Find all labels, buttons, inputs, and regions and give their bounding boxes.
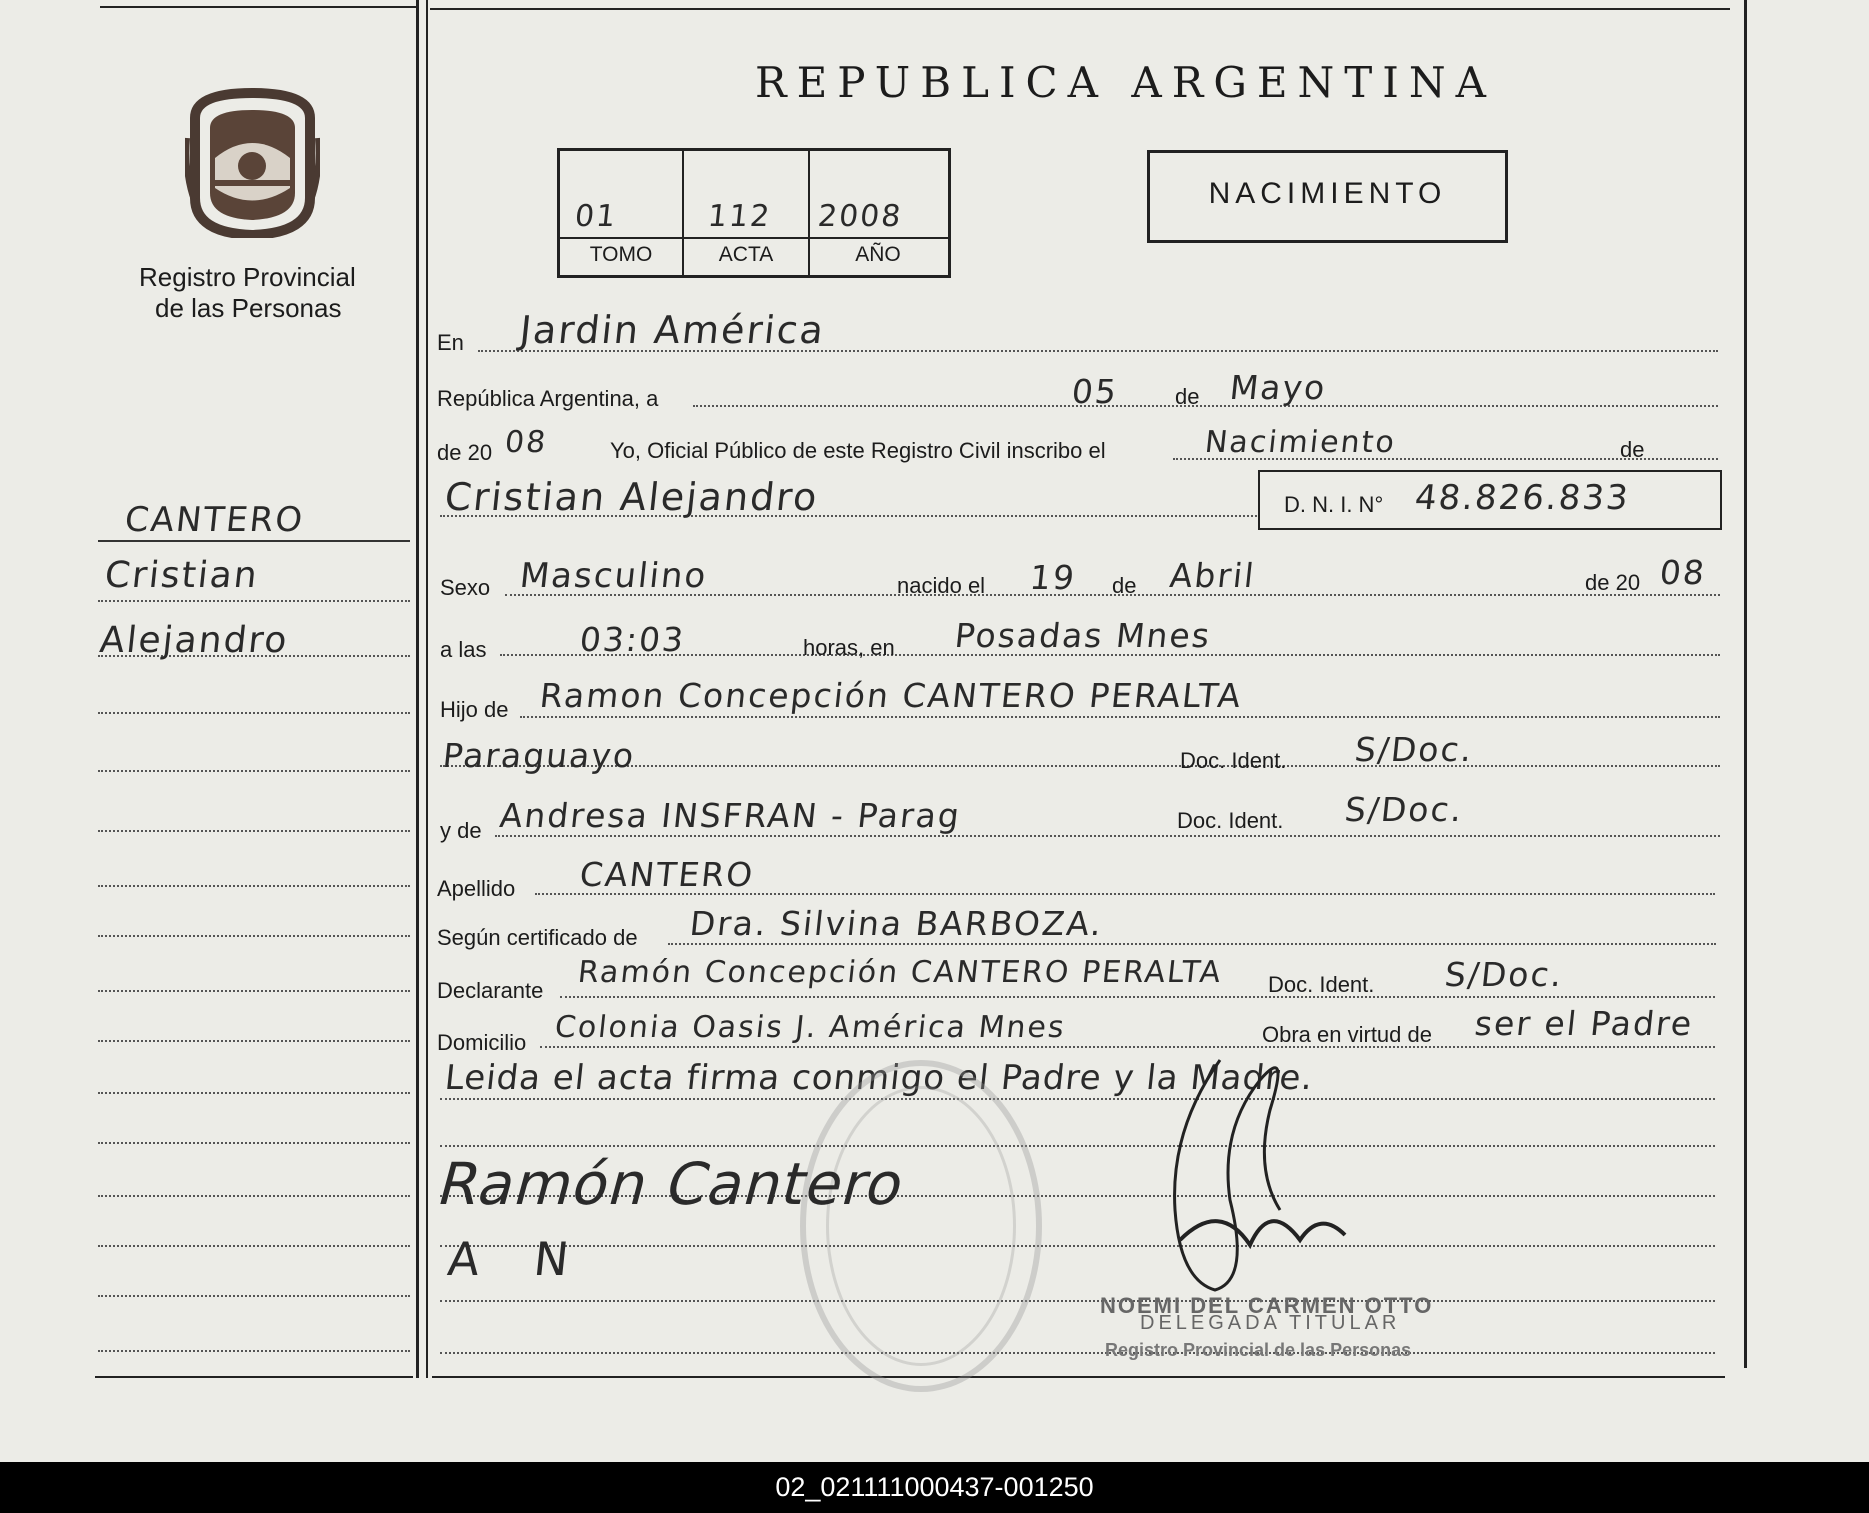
nombre-value: Cristian Alejandro (442, 475, 821, 519)
margin-line (98, 600, 410, 602)
anio-label: AÑO (855, 243, 901, 266)
madre-value: Andresa INSFRAN - Parag (497, 796, 964, 835)
de20-label-2: de 20 (1585, 570, 1641, 595)
sexo-value: Masculino (517, 556, 710, 596)
misiones-seal-logo (185, 88, 320, 238)
registry-name-line2: de las Personas (155, 293, 342, 323)
margin-line (98, 990, 410, 992)
declarante-doc: S/Doc. (1442, 955, 1566, 994)
republica-label: República Argentina, a (437, 386, 659, 411)
doc-label-2: Doc. Ident. (1177, 808, 1284, 833)
de-label-3: de (1112, 573, 1137, 598)
document-id-bar: 02_021111000437-001250 (0, 1462, 1869, 1513)
certificado-value: Dra. Silvina BARBOZA. (687, 904, 1106, 943)
lugar-value: Posadas Mnes (952, 616, 1214, 655)
act-type-label: NACIMIENTO (1208, 177, 1447, 210)
segun-label: Según certificado de (437, 925, 638, 950)
anio-short-value: 08 (503, 425, 550, 460)
hora-value: 03:03 (577, 620, 688, 659)
registry-name-line1: Registro Provincial (139, 262, 356, 292)
de-label-2: de (1620, 437, 1645, 462)
margin-line (98, 1350, 410, 1352)
top-left-rule (100, 6, 418, 8)
tomo-label: TOMO (589, 243, 653, 266)
domicilio-value: Colonia Oasis J. América Mnes (553, 1010, 1068, 1045)
apellido-value: CANTERO (577, 855, 757, 894)
nota-value: Leida el acta firma conmigo el Padre y la Madre. (442, 1058, 1316, 1098)
acta-value: 112 (706, 199, 774, 234)
mes-value: Mayo (1227, 368, 1329, 407)
margin-line (98, 935, 410, 937)
margin-line (98, 1092, 410, 1094)
margin-line (98, 1195, 410, 1197)
dni-label: D. N. I. N° (1284, 492, 1384, 517)
acta-label: ACTA (718, 243, 774, 266)
tomo-value: 01 (573, 199, 620, 234)
margin-line (98, 540, 410, 542)
hijo-label: Hijo de (440, 697, 509, 722)
official-name: NOEMI DEL CARMEN OTTO (1100, 1293, 1434, 1318)
margin-nombre2: Alejandro (97, 620, 291, 661)
act-number-box (557, 148, 951, 278)
left-column-divider (416, 0, 419, 1378)
nac-mes: Abril (1167, 556, 1258, 595)
act-type-box (1147, 150, 1508, 243)
oficial-label: Yo, Oficial Público de este Registro Civil inscribo el (610, 438, 1106, 463)
margin-line (98, 1040, 410, 1042)
declarante-signature: Ramón Cantero (430, 1150, 914, 1218)
yde-label: y de (440, 818, 482, 843)
inscribo-value: Nacimiento (1203, 425, 1398, 460)
horas-label: horas, en (803, 635, 895, 660)
padre-doc: S/Doc. (1352, 730, 1476, 769)
margin-line (98, 830, 410, 832)
en-label: En (437, 330, 464, 355)
nac-anio: 08 (1657, 553, 1709, 592)
dia-value: 05 (1069, 372, 1121, 411)
official-title: DELEGADA TITULAR (1140, 1312, 1401, 1334)
sexo-label: Sexo (440, 575, 491, 600)
margin-line (98, 712, 410, 714)
de-label: de (1175, 384, 1200, 409)
padre-value: Ramon Concepción CANTERO PERALTA (537, 676, 1245, 715)
doc-label-3: Doc. Ident. (1268, 972, 1375, 997)
doc-label: Doc. Ident. (1180, 748, 1287, 773)
dni-box (1258, 470, 1722, 530)
official-registry: Registro Provincial de las Personas (1105, 1340, 1412, 1360)
country-title: REPUBLICA ARGENTINA (755, 58, 1496, 107)
en-value: Jardin América (517, 308, 828, 352)
obra-value: ser el Padre (1472, 1004, 1696, 1043)
margin-apellido: CANTERO (122, 500, 307, 540)
madre-doc: S/Doc. (1342, 790, 1466, 829)
margin-line (98, 1142, 410, 1144)
official-signature (1160, 1050, 1360, 1300)
anio-value: 2008 (816, 199, 905, 234)
apellido-label: Apellido (437, 876, 516, 901)
bottom-left-rule (95, 1376, 413, 1378)
initials-signature: A N (445, 1232, 592, 1286)
bottom-right-rule (432, 1376, 1725, 1378)
dni-value: 48.826.833 (1412, 478, 1632, 518)
margin-line (98, 770, 410, 772)
padre-nacionalidad: Paraguayo (440, 736, 638, 775)
form-left-border (426, 0, 428, 1378)
declarante-value: Ramón Concepción CANTERO PERALTA (576, 955, 1225, 990)
nac-dia: 19 (1027, 558, 1079, 597)
registry-seal-stamp (800, 1060, 1042, 1392)
margin-line (98, 1295, 410, 1297)
de20-label: de 20 (437, 440, 493, 465)
margin-line (98, 1245, 410, 1247)
domicilio-label: Domicilio (437, 1030, 527, 1055)
nacido-label: nacido el (897, 573, 986, 598)
obra-label: Obra en virtud de (1262, 1022, 1432, 1047)
margin-nombre1: Cristian (102, 555, 261, 596)
top-right-rule (430, 8, 1730, 10)
form-right-border (1744, 0, 1747, 1368)
declarante-label: Declarante (437, 978, 544, 1003)
margin-line (98, 885, 410, 887)
alas-label: a las (440, 637, 487, 662)
